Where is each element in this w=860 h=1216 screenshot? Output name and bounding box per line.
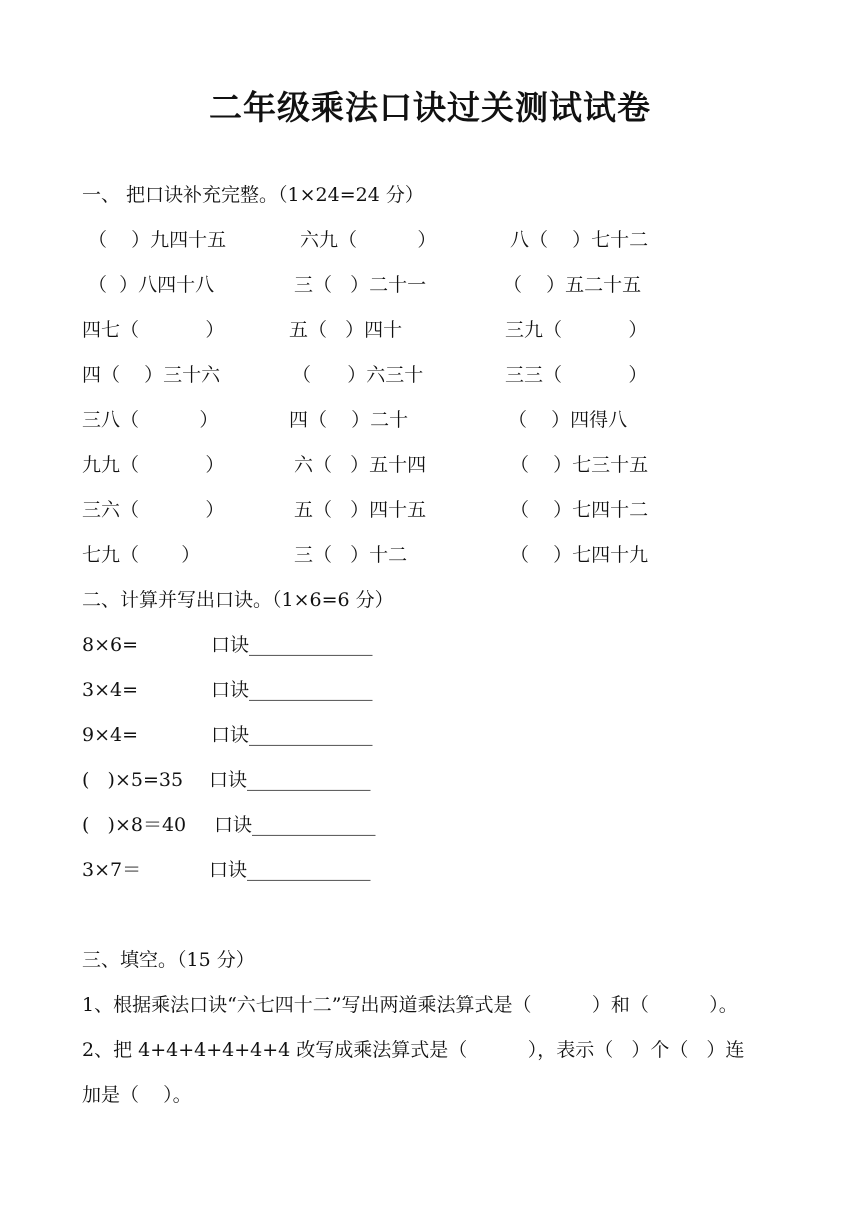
- fill-item: （ ）六三十: [292, 364, 424, 386]
- fill-item: 七九（ ）: [82, 544, 201, 566]
- calc-expression: 3×7＝: [82, 859, 142, 881]
- fill-item: 三九（ ）: [505, 319, 648, 341]
- fill-item: 四（ ）三十六: [82, 364, 221, 386]
- fill-item: 三三（ ）: [505, 364, 648, 386]
- question-1: 1、根据乘法口诀“六七四十二”写出两道乘法算式是（ ）和（ ）。: [82, 994, 738, 1016]
- rhyme-answer-line: 口诀_____________: [211, 679, 373, 701]
- section2-heading: 二、计算并写出口诀。（1×6=6 分）: [82, 589, 394, 611]
- calc-expression: 9×4=: [82, 724, 139, 746]
- fill-item: 六（ ）五十四: [294, 454, 427, 476]
- fill-item: 六九（ ）: [300, 229, 437, 251]
- fill-item: （ ）七四十九: [510, 544, 649, 566]
- fill-item: 九九（ ）: [82, 454, 225, 476]
- rhyme-answer-line: 口诀_____________: [214, 814, 376, 836]
- fill-item: （ ）八四十八: [88, 274, 215, 296]
- rhyme-answer-line: 口诀_____________: [209, 769, 371, 791]
- question-2: 2、把 4+4+4+4+4+4 改写成乘法算式是（ ），表示（ ）个（ ）连: [82, 1039, 745, 1061]
- fill-item: （ ）四得八: [508, 409, 628, 431]
- fill-item: （ ）九四十五: [88, 229, 227, 251]
- fill-item: （ ）七三十五: [510, 454, 649, 476]
- page-title: 二年级乘法口诀过关测试试卷: [209, 88, 651, 127]
- fill-item: 五（ ）四十: [289, 319, 403, 341]
- fill-item: 八（ ）七十二: [510, 229, 649, 251]
- calc-expression: ( )×8＝40: [82, 814, 187, 836]
- rhyme-answer-line: 口诀_____________: [209, 859, 371, 881]
- calc-expression: ( )×5=35: [82, 769, 184, 791]
- fill-item: （ ）五二十五: [503, 274, 642, 296]
- section1-heading: 一、 把口诀补充完整。（1×24=24 分）: [82, 184, 424, 206]
- fill-item: 三六（ ）: [82, 499, 225, 521]
- fill-item: （ ）七四十二: [510, 499, 649, 521]
- fill-item: 五（ ）四十五: [294, 499, 427, 521]
- fill-item: 三八（ ）: [82, 409, 219, 431]
- rhyme-answer-line: 口诀_____________: [211, 634, 373, 656]
- fill-item: 三（ ）十二: [294, 544, 408, 566]
- calc-expression: 3×4=: [82, 679, 139, 701]
- calc-expression: 8×6=: [82, 634, 139, 656]
- rhyme-answer-line: 口诀_____________: [211, 724, 373, 746]
- fill-item: 四七（ ）: [82, 319, 225, 341]
- fill-item: 三（ ）二十一: [294, 274, 427, 296]
- fill-item: 四（ ）二十: [289, 409, 409, 431]
- section3-heading: 三、填空。（15 分）: [82, 949, 255, 971]
- question-2-continued: 加是（ ）。: [82, 1084, 192, 1106]
